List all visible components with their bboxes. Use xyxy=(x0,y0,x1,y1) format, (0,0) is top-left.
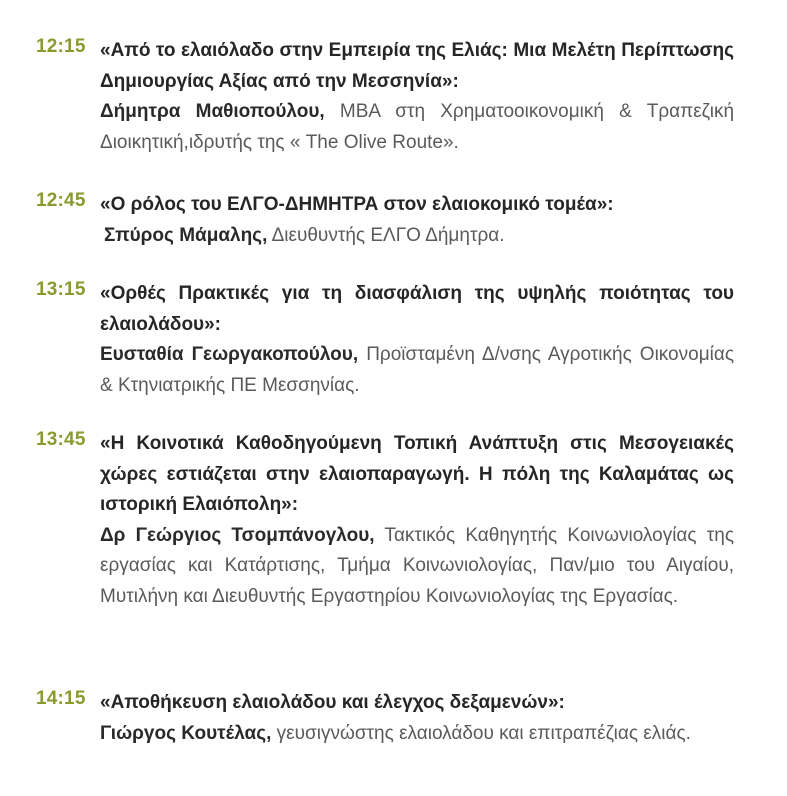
speaker-role: γευσιγνώστης ελαιολάδου και επιτραπέζιας ελιάς. xyxy=(271,722,691,744)
speaker-role: Διευθυντής ΕΛΓΟ Δήμητρα. xyxy=(267,224,505,246)
session-content xyxy=(100,36,734,158)
speaker-role: Προϊσταμένη Δ/νσης Αγροτικής Οικονομίας & Κτηνιατρικής ΠΕ Μεσσηνίας. xyxy=(100,344,735,396)
speaker-role: Τακτικός Καθηγητής Κοινωνιολογίας της εργασίας και Κατάρτισης, Τμήμα Κοινωνιολογίας, Παν/μιο του Αιγαίου, Μυτιλήνη και Διευθυντής Εργαστηρίου Κοινωνιολογίας της Εργασίας. xyxy=(100,524,735,607)
speaker-line xyxy=(100,340,734,401)
session-time: 12:15 xyxy=(36,36,86,57)
session-content xyxy=(100,688,734,749)
speaker-line xyxy=(100,97,734,158)
session-title: «Η Κοινοτικά Καθοδηγούμενη Τοπική Ανάπτυξη στις Μεσογειακές χώρες εστιάζεται στην ελαιοπαραγωγή. Η πόλη της Καλαμάτας ως ιστορική Ελαιόπολη»: xyxy=(100,433,734,515)
session-time: 13:15 xyxy=(36,279,86,300)
session-title: «Από το ελαιόλαδο στην Εμπειρία της Ελιάς: Μια Μελέτη Περίπτωσης Δημιουργίας Αξίας από την Μεσσηνία»: xyxy=(100,40,734,92)
session-title: «Ορθές Πρακτικές για τη διασφάλιση της υψηλής ποιότητας του ελαιολάδου»: xyxy=(100,283,734,335)
speaker-name: Δήμητρα Μαθιοπούλου, xyxy=(100,101,325,122)
session-content xyxy=(100,279,734,401)
speaker-name: Γιώργος Κουτέλας, xyxy=(100,722,272,744)
speaker-line xyxy=(100,719,734,750)
session-content xyxy=(100,429,734,612)
session-title: «Αποθήκευση ελαιολάδου και έλεγχος δεξαμενών»: xyxy=(100,692,565,713)
session-content xyxy=(100,190,734,251)
speaker-name: Δρ Γεώργιος Τσομπάνογλου, xyxy=(100,524,375,546)
speaker-name: Σπύρος Μάμαλης, xyxy=(104,224,268,246)
speaker-name: Ευσταθία Γεωργακοπούλου, xyxy=(100,344,359,365)
session-time: 13:45 xyxy=(36,429,86,450)
session-time: 12:45 xyxy=(36,190,86,211)
speaker-line xyxy=(100,221,734,252)
speaker-role: MBA στη Χρηματοοικονομική & Τραπεζική Διοικητική,ιδρυτής της « The Olive Route». xyxy=(100,101,735,153)
speaker-line xyxy=(100,521,734,613)
session-time: 14:15 xyxy=(36,688,86,709)
session-title: «Ο ρόλος του ΕΛΓΟ-ΔΗΜΗΤΡΑ στον ελαιοκομικό τομέα»: xyxy=(100,194,614,215)
